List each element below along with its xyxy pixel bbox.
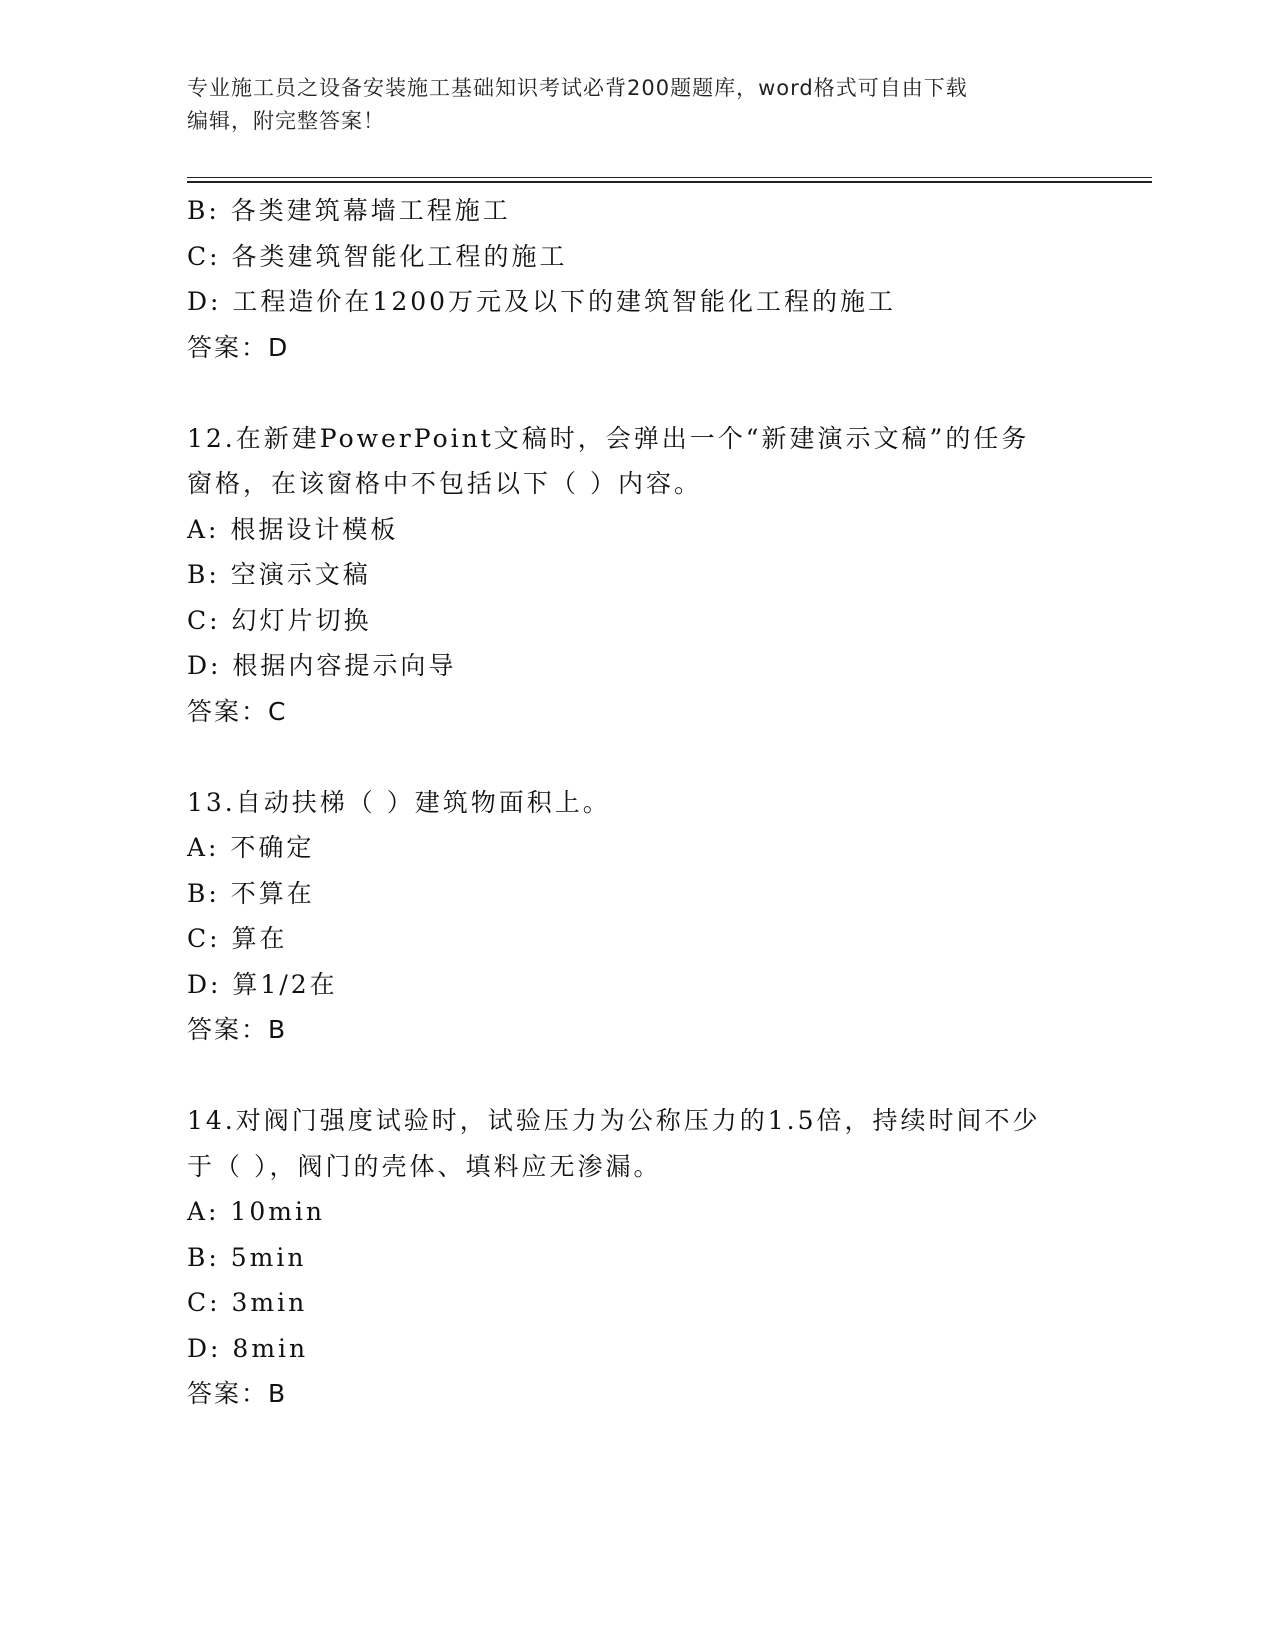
- header-divider-thin: [187, 177, 1152, 178]
- option-b: B: 不算在: [187, 878, 315, 908]
- question-list: [187, 188, 1087, 1417]
- document-header: [187, 72, 1087, 138]
- option-d: D: 根据内容提示向导: [187, 651, 457, 680]
- answer-line: 答案：D: [187, 332, 290, 362]
- question-block-11: [187, 188, 1087, 370]
- answer-line: 答案：B: [187, 1015, 288, 1044]
- option-b: B: 5min: [187, 1242, 307, 1272]
- question-block-13: [187, 780, 1087, 1053]
- option-a: A: 不确定: [187, 833, 315, 862]
- option-a: A: 10min: [187, 1197, 326, 1226]
- spacer: [187, 734, 1087, 780]
- option-d: D: 算1/2在: [187, 969, 338, 999]
- question-stem-line-1: 14.对阀门强度试验时，试验压力为公称压力的1.5倍，持续时间不少: [187, 1106, 1041, 1135]
- header-title-line-2: 编辑，附完整答案！: [187, 109, 385, 133]
- question-stem-line-1: 13.自动扶梯（ ）建筑物面积上。: [187, 787, 611, 817]
- option-c: C: 幻灯片切换: [187, 605, 372, 635]
- question-stem-line-1: 12.在新建PowerPoint文稿时，会弹出一个“新建演示文稿”的任务: [187, 423, 1030, 453]
- option-b: B: 空演示文稿: [187, 560, 371, 589]
- option-c: C: 3min: [187, 1288, 308, 1317]
- question-block-14: [187, 1098, 1087, 1417]
- option-d: D: 8min: [187, 1333, 309, 1363]
- header-title-line-1: 专业施工员之设备安装施工基础知识考试必背200题题库，word格式可自由下载: [187, 76, 968, 100]
- answer-line: 答案：C: [187, 696, 288, 726]
- option-b: B: 各类建筑幕墙工程施工: [187, 196, 511, 225]
- header-divider-thick: [187, 181, 1152, 183]
- option-c: C: 各类建筑智能化工程的施工: [187, 241, 568, 271]
- spacer: [187, 1053, 1087, 1099]
- spacer: [187, 370, 1087, 416]
- question-stem-line-2: 于（ ），阀门的壳体、填料应无渗漏。: [187, 1151, 662, 1181]
- option-a: A: 根据设计模板: [187, 514, 399, 544]
- answer-line: 答案：B: [187, 1379, 288, 1408]
- option-c: C: 算在: [187, 924, 288, 953]
- question-stem-line-2: 窗格，在该窗格中不包括以下（ ）内容。: [187, 469, 702, 498]
- question-block-12: [187, 416, 1087, 735]
- option-d: D: 工程造价在1200万元及以下的建筑智能化工程的施工: [187, 287, 897, 316]
